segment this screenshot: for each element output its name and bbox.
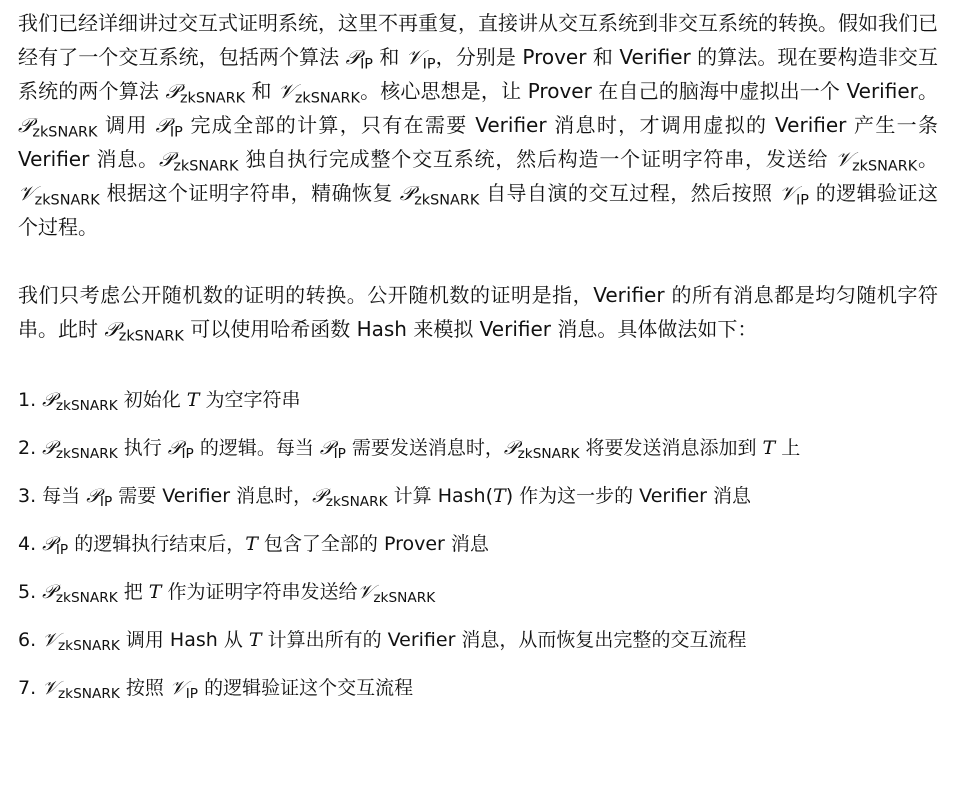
list-item [18, 664, 938, 712]
text-run: 和 [245, 79, 279, 103]
calligraphic-letter: 𝒫 [165, 79, 180, 103]
text-run: 初始化 [117, 389, 187, 411]
text-run: 根据这个证明字符串，精确恢复 [99, 181, 400, 205]
prover-symbol [104, 317, 184, 345]
text-run: 和 [373, 45, 406, 69]
text-run: 将要发送消息添加到 [579, 437, 763, 459]
calligraphic-letter: 𝒱 [278, 79, 295, 103]
prover-symbol [155, 113, 183, 141]
prover-symbol [86, 485, 113, 511]
list-item [18, 472, 938, 520]
calligraphic-letter: 𝒫 [86, 485, 100, 507]
prover-symbol [312, 485, 388, 511]
text-run: 上 [775, 437, 801, 459]
text-run: 的逻辑。每当 [193, 437, 320, 459]
math-variable: T [762, 437, 776, 459]
text-run: 3. 每当 [18, 485, 87, 507]
verifier-symbol [357, 581, 436, 607]
text-run: 的逻辑执行结束后， [68, 533, 246, 555]
calligraphic-letter: 𝒫 [42, 533, 56, 555]
verifier-symbol [169, 677, 199, 703]
list-item [18, 616, 938, 664]
symbol-subscript: IP [333, 446, 346, 463]
calligraphic-letter: 𝒫 [158, 147, 174, 171]
prover-symbol [165, 79, 246, 107]
text-run: 可以使用哈希函数 Hash 来模拟 Verifier 消息。具体做法如下： [183, 317, 758, 341]
text-run: 我们只考虑公开随机数的证明的转换。公开随机数的证明是指，Verifier 的所有消息都是均匀随机字符串。此时 [18, 283, 938, 341]
calligraphic-letter: 𝒫 [18, 113, 33, 137]
symbol-subscript: zkSNARK [32, 124, 98, 141]
calligraphic-letter: 𝒫 [42, 389, 56, 411]
prover-symbol [42, 581, 118, 607]
symbol-subscript: IP [795, 192, 809, 209]
document-body [18, 6, 938, 712]
calligraphic-letter: 𝒫 [345, 45, 361, 69]
text-run: 包含了全部的 Prover 消息 [257, 533, 489, 555]
verifier-symbol [42, 677, 120, 703]
symbol-subscript: zkSNARK [55, 446, 118, 463]
prover-symbol [503, 437, 580, 463]
calligraphic-letter: 𝒫 [312, 485, 326, 507]
text-run: 4. [18, 533, 43, 555]
verifier-symbol [278, 79, 360, 107]
math-variable: T [493, 485, 506, 507]
symbol-subscript: zkSNARK [517, 446, 580, 463]
text-run: 2. [18, 437, 43, 459]
text-run: 的逻辑验证这个过程。 [18, 181, 939, 239]
symbol-subscript: IP [422, 56, 436, 73]
prover-symbol [158, 147, 239, 175]
text-run: 6. [18, 629, 43, 651]
prover-symbol [167, 437, 194, 463]
math-variable: T [186, 389, 200, 411]
list-item [18, 424, 938, 472]
calligraphic-letter: 𝒱 [357, 581, 374, 603]
text-run: ，分别是 Prover 和 Verifier 的算法。现在要构造非交互系统的两个算法 [18, 45, 939, 103]
list-item [18, 376, 938, 424]
symbol-subscript: zkSNARK [118, 328, 184, 345]
text-run: 需要 Verifier 消息时， [112, 485, 313, 507]
calligraphic-letter: 𝒱 [779, 181, 796, 205]
symbol-subscript: zkSNARK [34, 192, 100, 209]
verifier-symbol [405, 45, 436, 73]
text-run: 调用 Hash 从 [119, 629, 249, 651]
text-run: 。 [917, 147, 938, 171]
symbol-subscript: IP [360, 56, 373, 73]
symbol-subscript: IP [185, 686, 199, 703]
calligraphic-letter: 𝒫 [503, 437, 518, 459]
symbol-subscript: zkSNARK [173, 158, 239, 175]
calligraphic-letter: 𝒫 [399, 181, 415, 205]
prover-symbol [18, 113, 98, 141]
calligraphic-letter: 𝒫 [155, 113, 170, 137]
symbol-subscript: IP [55, 542, 69, 559]
text-run: 把 [117, 581, 149, 603]
calligraphic-letter: 𝒫 [104, 317, 119, 341]
text-run: 。核心思想是，让 Prover 在自己的脑海中虚拟出一个 Verifier。 [359, 79, 939, 103]
symbol-subscript: zkSNARK [373, 590, 436, 607]
calligraphic-letter: 𝒱 [405, 45, 423, 69]
text-run: 的逻辑验证这个交互流程 [198, 677, 414, 699]
calligraphic-letter: 𝒱 [18, 181, 35, 205]
calligraphic-letter: 𝒱 [42, 677, 58, 699]
symbol-subscript: zkSNARK [179, 90, 246, 107]
text-run: 按照 [119, 677, 170, 699]
symbol-subscript: zkSNARK [414, 192, 480, 209]
calligraphic-letter: 𝒫 [319, 437, 334, 459]
symbol-subscript: zkSNARK [55, 590, 118, 607]
symbol-subscript: zkSNARK [325, 494, 388, 511]
calligraphic-letter: 𝒱 [169, 677, 186, 699]
prover-symbol [345, 45, 373, 73]
text-run: 执行 [117, 437, 168, 459]
symbol-subscript: IP [169, 124, 183, 141]
text-run: 计算出所有的 Verifier 消息，从而恢复出完整的交互流程 [261, 629, 747, 651]
calligraphic-letter: 𝒫 [167, 437, 182, 459]
prover-symbol [42, 437, 118, 463]
text-run: 作为证明字符串发送给 [161, 581, 358, 603]
calligraphic-letter: 𝒫 [42, 437, 56, 459]
prover-symbol [42, 533, 69, 559]
text-run: 需要发送消息时， [345, 437, 504, 459]
text-run: 自导自演的交互过程，然后按照 [479, 181, 780, 205]
text-run: 5. [18, 581, 43, 603]
verifier-symbol [18, 181, 100, 209]
text-run: 计算 Hash( [387, 485, 493, 507]
list-item [18, 568, 938, 616]
symbol-subscript: zkSNARK [58, 686, 120, 703]
public-coin-paragraph [18, 278, 938, 346]
text-run: 独自执行完成整个交互系统，然后构造一个证明字符串，发送给 [238, 147, 836, 171]
symbol-subscript: zkSNARK [852, 158, 918, 175]
calligraphic-letter: 𝒫 [42, 581, 56, 603]
calligraphic-letter: 𝒱 [42, 629, 58, 651]
symbol-subscript: zkSNARK [55, 398, 118, 415]
verifier-symbol [779, 181, 809, 209]
prover-symbol [319, 437, 346, 463]
verifier-symbol [835, 147, 918, 175]
verifier-symbol [42, 629, 120, 655]
symbol-subscript: zkSNARK [294, 90, 360, 107]
math-variable: T [245, 533, 258, 555]
symbol-subscript: IP [99, 494, 113, 511]
symbol-subscript: IP [181, 446, 194, 463]
list-item [18, 520, 938, 568]
text-run: 完成全部的计算，只有在需要 Verifier 消息时，才调用虚拟的 Verifier 产生一条 Verifier 消息。 [18, 113, 938, 171]
steps-list [18, 376, 938, 712]
intro-paragraph [18, 6, 938, 244]
text-run: 调用 [97, 113, 156, 137]
prover-symbol [42, 389, 118, 415]
text-run: 7. [18, 677, 43, 699]
text-run: 我们已经详细讲过交互式证明系统，这里不再重复，直接讲从交互系统到非交互系统的转换。假如我们已经有了一个交互系统，包括两个算法 [18, 11, 938, 69]
symbol-subscript: zkSNARK [58, 638, 120, 655]
calligraphic-letter: 𝒱 [835, 147, 853, 171]
prover-symbol [399, 181, 480, 209]
math-variable: T [248, 629, 262, 651]
text-run: 为空字符串 [199, 389, 301, 411]
text-run: ) 作为这一步的 Verifier 消息 [505, 485, 751, 507]
text-run: 1. [18, 389, 43, 411]
math-variable: T [148, 581, 162, 603]
